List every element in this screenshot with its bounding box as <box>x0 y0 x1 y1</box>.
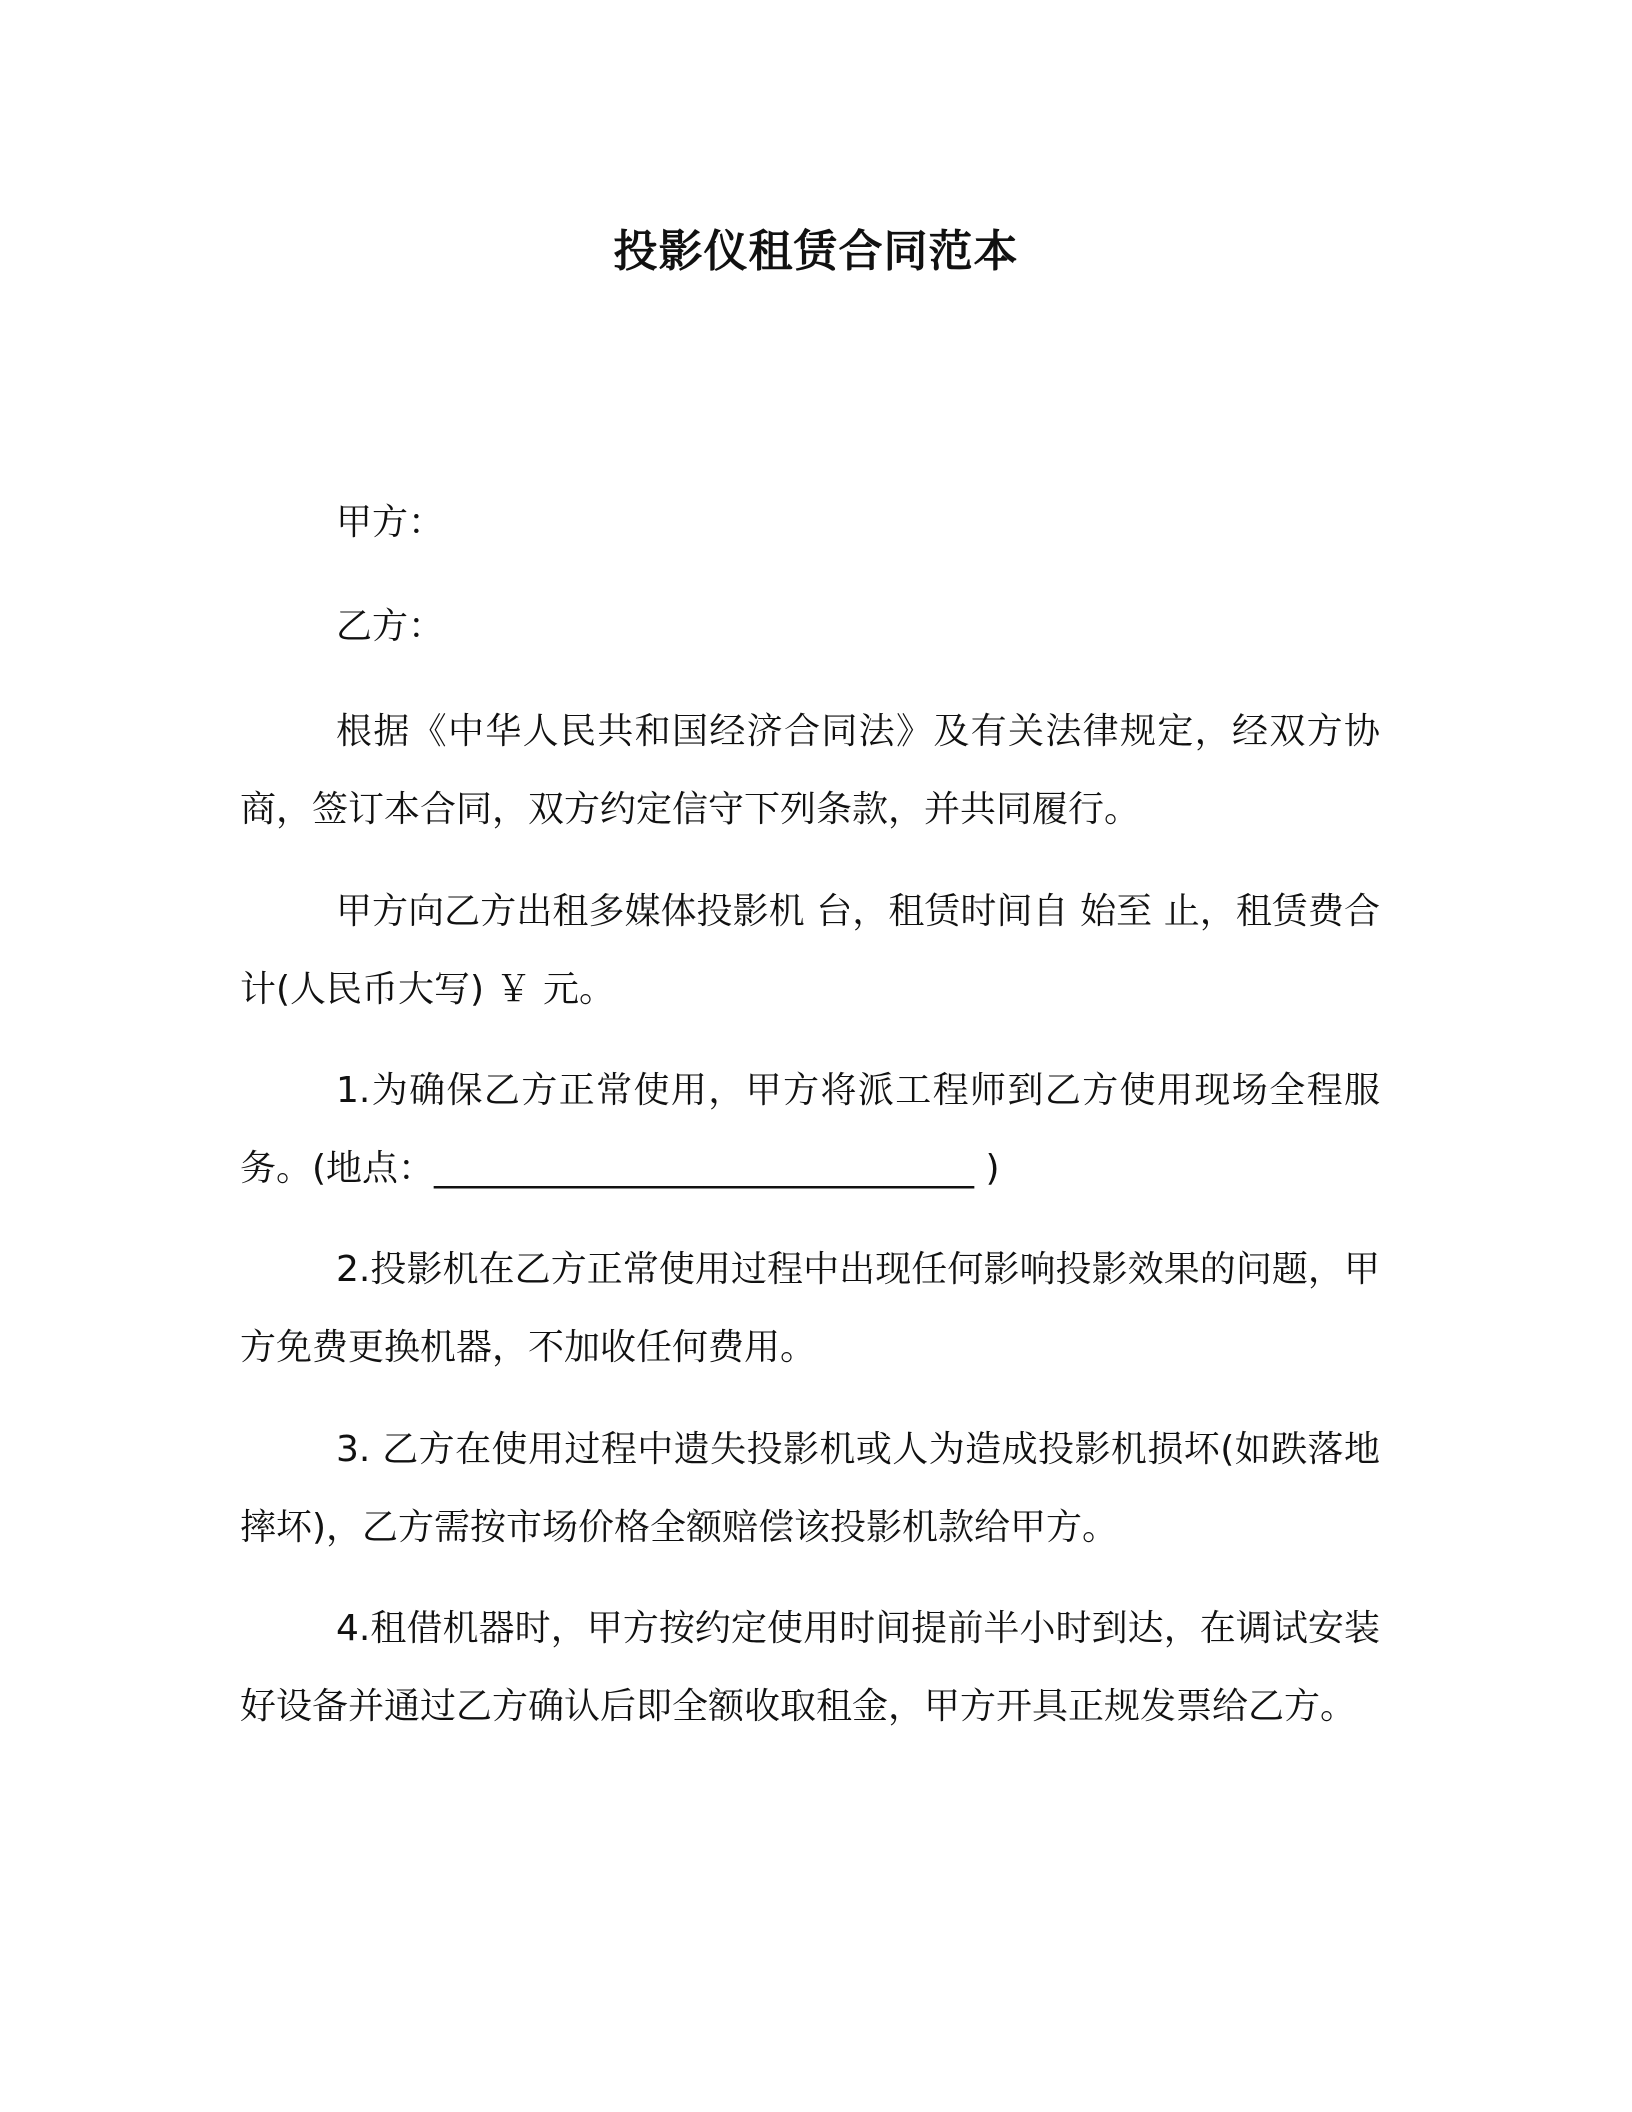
document-title: 投影仪租赁合同范本 <box>613 226 1019 277</box>
clause-2-paragraph: 2.投影机在乙方正常使用过程中出现任何影响投影效果的问题，甲方免费更换机器，不加收任何费用。 <box>240 1249 1380 1368</box>
clause-4-paragraph: 4.租借机器时，甲方按约定使用时间提前半小时到达，在调试安装好设备并通过乙方确认后即全额收取租金，甲方开具正规发票给乙方。 <box>240 1608 1380 1727</box>
rental-paragraph: 甲方向乙方出租多媒体投影机 台，租赁时间自 始至 止，租赁费合计(人民币大写) ￥ 元。 <box>240 891 1380 1010</box>
party-b-label: 乙方： <box>336 606 445 647</box>
intro-paragraph: 根据《中华人民共和国经济合同法》及有关法律规定，经双方协商，签订本合同，双方约定信守下列条款，并共同履行。 <box>240 711 1380 830</box>
clause-1-paragraph: 1.为确保乙方正常使用，甲方将派工程师到乙方使用现场全程服务。(地点：______________________________ ) <box>240 1070 1380 1189</box>
clause-3-paragraph: 3. 乙方在使用过程中遗失投影机或人为造成投影机损坏(如跌落地摔坏)，乙方需按市场价格全额赔偿该投影机款给甲方。 <box>240 1429 1380 1548</box>
party-a-label: 甲方： <box>336 502 445 543</box>
